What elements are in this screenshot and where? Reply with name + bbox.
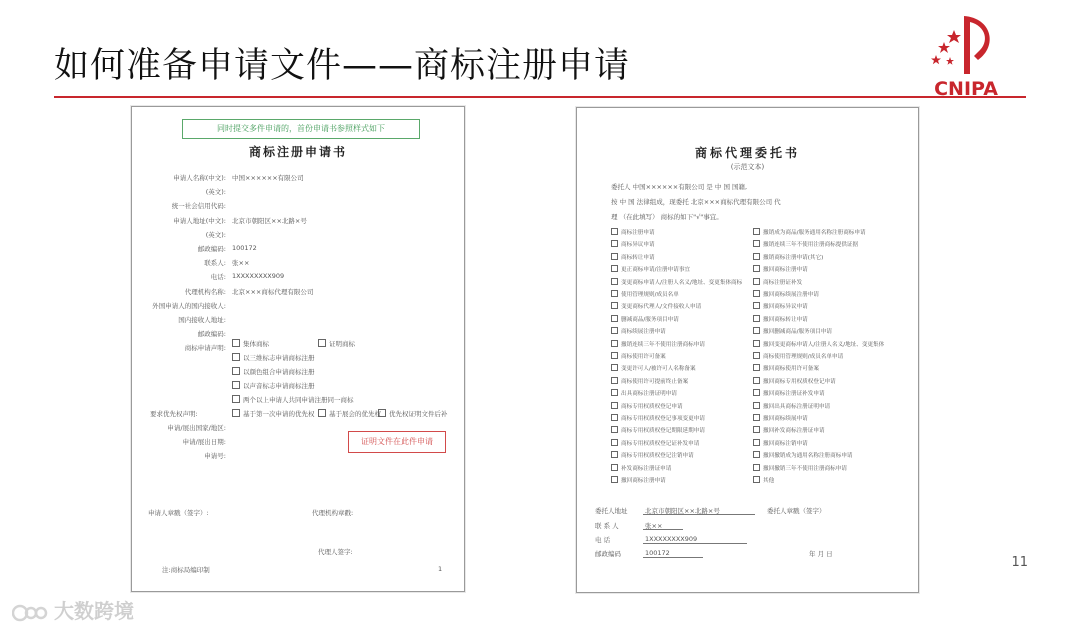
form-row-value: 北京市朝阳区××北路×号	[232, 216, 307, 225]
checkbox-icon[interactable]	[753, 426, 760, 433]
form-footer: 注:商标局编印制	[162, 566, 210, 574]
agency-item-label: 商标转让申请	[621, 254, 655, 261]
agency-item-label: 商标使用许可备案	[621, 354, 666, 360]
agency-item[interactable]	[611, 439, 699, 447]
form-row-label: (英文):	[205, 188, 226, 197]
form-row-value: 100172	[232, 244, 257, 252]
agency-item-label: 撤回商标注册申请	[763, 267, 808, 274]
form-row-label: 电话:	[210, 273, 226, 282]
priority-option-label: 基于展会的优先权	[329, 410, 381, 418]
agency-item-label: 撤回出具商标注册证明申请	[763, 403, 831, 410]
checkbox-icon[interactable]	[232, 395, 240, 403]
form-row-label: 申请号:	[204, 452, 226, 460]
checkbox-icon[interactable]	[318, 409, 326, 417]
checkbox-icon[interactable]	[753, 439, 760, 446]
form-row-label: 商标申请声明:	[184, 344, 226, 353]
form-checkbox-option[interactable]	[232, 339, 269, 348]
agency-item[interactable]	[611, 265, 690, 273]
agency-item[interactable]	[753, 315, 808, 323]
agency-item-label: 撤回撤销成为通用名称注册商标申请	[763, 453, 853, 460]
checkbox-icon[interactable]	[611, 340, 618, 347]
priority-option-label: 基于第一次申请的优先权	[243, 410, 315, 418]
footer-row-1-value: 张××	[645, 522, 663, 530]
agency-item-label: 撤回商标异议申请	[763, 304, 808, 311]
footer-row-0-value: 北京市朝阳区××北路×号	[645, 507, 720, 515]
para-line-1: 委托人 中国××××××有限公司 是 中 国 国籍,	[611, 183, 748, 191]
form-row-label: 联系人:	[204, 259, 226, 268]
form-row-label: 代理机构名称:	[184, 287, 226, 296]
form-row	[132, 187, 464, 197]
agency-item[interactable]	[753, 278, 802, 286]
agency-item[interactable]	[611, 464, 671, 472]
checkbox-icon[interactable]	[753, 451, 760, 458]
agency-item-label: 撤回商标转让申请	[763, 316, 808, 323]
agency-item[interactable]	[753, 426, 825, 434]
agency-item[interactable]	[753, 414, 808, 422]
agency-item[interactable]	[753, 253, 823, 261]
checkbox-icon[interactable]	[232, 367, 240, 375]
checkbox-icon[interactable]	[611, 315, 618, 322]
agency-item-label: 商标专用权质权登记证补发申请	[621, 440, 700, 447]
para-line-3: 理 （在此填写） 商标的如下"√"事宜。	[611, 213, 723, 221]
agency-item[interactable]	[753, 364, 819, 372]
agency-item-label: 删减商品/服务项目申请	[621, 316, 679, 323]
watermark-logo-icon	[12, 604, 48, 622]
para-line-2: 按 中 国 法律组成，现委托 北京×××商标代理有限公司 代	[611, 198, 781, 206]
form-row	[132, 315, 464, 325]
agency-item-label: 出具商标注册证明申请	[621, 391, 677, 398]
checkbox-icon[interactable]	[611, 265, 618, 272]
priority-label: 要求优先权声明:	[150, 410, 198, 418]
agency-item-label: 撤回商标注销申请	[763, 440, 808, 447]
agency-item-label: 撤回补发商标注册证申请	[763, 428, 825, 435]
checkbox-icon[interactable]	[611, 464, 618, 471]
agency-item[interactable]	[753, 451, 853, 459]
red-note: 证明文件在此件申请	[348, 431, 446, 453]
footer-row-0-label: 委托人地址	[595, 507, 628, 515]
checkbox-icon[interactable]	[753, 476, 760, 483]
agency-item[interactable]	[611, 451, 694, 459]
agency-item-label: 更正商标申请/注册申请事宜	[621, 267, 691, 274]
checkbox-icon[interactable]	[611, 439, 618, 446]
checkbox-icon[interactable]	[232, 409, 240, 417]
agency-item-label: 撤回变更商标申请人/注册人名义/地址、变更集体	[763, 341, 885, 348]
checkbox-icon[interactable]	[753, 364, 760, 371]
checkbox-icon[interactable]	[611, 352, 618, 359]
agency-item-label: 撤回商标续展申请	[763, 416, 808, 422]
checkbox-icon[interactable]	[753, 302, 760, 309]
agency-item[interactable]	[611, 414, 705, 422]
agency-item[interactable]	[753, 240, 858, 248]
checkbox-icon[interactable]	[611, 290, 618, 297]
sign-agent: 代理人签字:	[318, 548, 353, 556]
agency-item[interactable]	[753, 340, 884, 348]
agency-item-label: 撤回删减商品/服务项目申请	[763, 329, 833, 336]
agency-item-label: 撤回商标注册证补发申请	[763, 391, 825, 398]
footer-row-3-label: 邮政编码	[595, 550, 621, 558]
cnipa-emblem-icon	[920, 12, 1012, 82]
agency-item[interactable]	[611, 402, 683, 410]
agency-item-label: 变更商标申请人/注册人名义/地址、变更集体商标	[621, 279, 743, 286]
checkbox-icon[interactable]	[753, 315, 760, 322]
seal-label: 委托人章戳（签字）	[767, 507, 826, 515]
checkbox-icon[interactable]	[753, 389, 760, 396]
sign-right: 代理机构章戳:	[312, 509, 354, 517]
form-row-label: (英文):	[205, 230, 226, 239]
agency-item[interactable]	[611, 315, 679, 323]
trademark-application-form	[131, 106, 465, 592]
checkbox-icon[interactable]	[611, 327, 618, 334]
checkbox-icon[interactable]	[318, 339, 326, 347]
form-checkbox-option[interactable]	[232, 367, 315, 376]
form-row-value: 张××	[232, 259, 250, 268]
agency-item[interactable]	[611, 364, 696, 372]
checkbox-icon[interactable]	[232, 381, 240, 389]
agency-item-label: 变更商标代理人/文件接收人申请	[621, 304, 702, 311]
agency-item-label: 撤回商标注册申请	[621, 478, 666, 484]
agency-item[interactable]	[611, 377, 688, 385]
agency-item[interactable]	[611, 278, 742, 286]
agency-item[interactable]	[611, 352, 666, 360]
agency-item-label: 其他	[763, 478, 775, 484]
green-banner: 同时提交多件申请的，首份申请书参照样式如下	[182, 119, 420, 139]
form-row-label: 外国申请人的国内接收人:	[152, 301, 226, 310]
logo-text: CNIPA	[934, 78, 998, 100]
checkbox-icon[interactable]	[753, 464, 760, 471]
agency-item[interactable]	[753, 265, 808, 273]
checkbox-label: 证明商标	[329, 340, 355, 348]
form-row	[132, 230, 464, 240]
checkbox-icon[interactable]	[753, 402, 760, 409]
agency-item-label: 撤销成为商品/服务通用名称注册商标申请	[763, 230, 866, 236]
form-row	[132, 272, 464, 282]
checkbox-icon[interactable]	[753, 352, 760, 359]
agency-item[interactable]	[611, 476, 666, 484]
agency-item-label: 撤回撤销三年不使用注册商标申请	[763, 465, 847, 472]
checkbox-icon[interactable]	[611, 426, 618, 433]
checkbox-label: 集体商标	[243, 340, 269, 348]
agency-item[interactable]	[753, 464, 847, 472]
form-row	[132, 258, 464, 268]
footer-row-1-label: 联 系 人	[595, 522, 619, 530]
letter-subtitle: (示范文本)	[730, 163, 765, 171]
agency-item[interactable]	[753, 476, 774, 484]
agency-item-label: 撤回商标续展注册申请	[763, 292, 819, 298]
form-row	[132, 287, 464, 297]
agency-item[interactable]	[611, 228, 655, 236]
form-row	[132, 201, 464, 211]
form-checkbox-option[interactable]	[318, 339, 355, 348]
agency-item[interactable]	[611, 290, 679, 298]
checkbox-icon[interactable]	[232, 353, 240, 361]
priority-option-label: 优先权证明文件后补	[389, 410, 448, 418]
checkbox-icon[interactable]	[611, 240, 618, 247]
checkbox-label: 两个以上申请人共同申请注册同一商标	[243, 396, 354, 404]
checkbox-icon[interactable]	[611, 414, 618, 421]
form-row-label: 申请/展出国家/地区:	[167, 424, 226, 432]
agency-item[interactable]	[753, 402, 830, 410]
sign-left: 申请人章戳（签字）:	[148, 509, 209, 517]
form-row-label: 邮政编码:	[197, 330, 226, 339]
agency-item-label: 撤回商标专用权质权登记申请	[763, 378, 836, 385]
form-row	[132, 301, 464, 311]
agency-item[interactable]	[753, 290, 819, 298]
agency-item[interactable]	[753, 377, 836, 385]
agency-item-label: 商标专用权质权登记事项变更申请	[621, 416, 705, 422]
agency-item-label: 商标续展注册申请	[621, 329, 666, 336]
title-rule	[54, 96, 1026, 98]
checkbox-icon[interactable]	[753, 340, 760, 347]
checkbox-icon[interactable]	[753, 377, 760, 384]
footer-row-2-value: 1XXXXXXXX909	[645, 535, 698, 543]
checkbox-icon[interactable]	[611, 389, 618, 396]
form-row-label: 申请/展出日期:	[182, 438, 226, 446]
form-row-label: 邮政编码:	[197, 245, 226, 253]
watermark	[12, 595, 134, 624]
slide-title: 如何准备申请文件——商标注册申请	[54, 46, 631, 86]
checkbox-icon[interactable]	[753, 240, 760, 247]
agency-item[interactable]	[753, 439, 808, 447]
form-row-label: 申请人名称(中文):	[173, 174, 226, 182]
agency-item-label: 撤销连续三年不使用注册商标申请	[621, 341, 705, 348]
checkbox-icon[interactable]	[753, 278, 760, 285]
checkbox-icon[interactable]	[753, 327, 760, 334]
checkbox-icon[interactable]	[378, 409, 386, 417]
agency-item-label: 商标使用许可提前终止备案	[621, 378, 689, 385]
agency-item[interactable]	[611, 327, 666, 335]
agency-item-label: 使用管理规则/成员名单	[621, 292, 679, 298]
agency-item-label: 商标使用管理规则/成员名单申请	[763, 354, 844, 360]
agency-item[interactable]	[611, 426, 705, 434]
footer-row-2-label: 电 话	[595, 536, 611, 544]
form-row	[132, 244, 464, 254]
letter-title: 商标代理委托书	[694, 146, 800, 160]
form-row-label: 统一社会信用代码:	[171, 202, 226, 211]
date-label: 年 月 日	[809, 550, 833, 558]
agency-item-label: 商标注册证补发	[763, 279, 803, 286]
agency-item-label: 变更许可人/被许可人名称备案	[621, 366, 696, 373]
priority-option[interactable]	[378, 409, 448, 418]
checkbox-icon[interactable]	[753, 290, 760, 297]
checkbox-label: 以颜色组合申请商标注册	[243, 368, 315, 376]
checkbox-icon[interactable]	[753, 265, 760, 272]
agency-item[interactable]	[611, 389, 677, 397]
checkbox-icon[interactable]	[611, 364, 618, 371]
cnipa-logo	[920, 12, 1012, 100]
agency-item-label: 商标专用权质权登记申请	[621, 403, 683, 410]
checkbox-icon[interactable]	[232, 339, 240, 347]
agency-item[interactable]	[611, 240, 655, 248]
form-row-label: 申请人地址(中文):	[173, 216, 226, 225]
form-row-value: 北京×××商标代理有限公司	[232, 287, 314, 296]
agency-item[interactable]	[611, 253, 655, 261]
form-title: 商标注册申请书	[248, 145, 347, 159]
form-row	[132, 343, 464, 353]
checkbox-icon[interactable]	[611, 476, 618, 483]
checkbox-icon[interactable]	[611, 228, 618, 235]
form-row	[132, 173, 464, 183]
form-checkbox-option[interactable]	[232, 353, 315, 362]
checkbox-icon[interactable]	[611, 253, 618, 260]
agency-item[interactable]	[611, 340, 705, 348]
checkbox-label: 以声音标志申请商标注册	[243, 382, 315, 390]
form-row-label: 国内接收人地址:	[178, 316, 226, 324]
agency-item-label: 撤销商标注册申请(其它)	[763, 254, 824, 261]
agency-item[interactable]	[611, 302, 701, 310]
checkbox-icon[interactable]	[611, 402, 618, 409]
agency-item-label: 商标专用权质权登记注销申请	[621, 453, 694, 460]
checkbox-label: 以三维标志申请商标注册	[243, 354, 315, 362]
form-checkbox-option[interactable]	[232, 381, 315, 390]
agency-item-label: 补发商标注册证申请	[621, 465, 672, 472]
checkbox-icon[interactable]	[753, 414, 760, 421]
form-row-value: 1XXXXXXXX909	[232, 272, 285, 281]
priority-option[interactable]	[232, 409, 315, 418]
agency-item[interactable]	[753, 352, 843, 360]
form-footer-num: 1	[438, 565, 443, 573]
form-row	[132, 216, 464, 226]
checkbox-icon[interactable]	[753, 253, 760, 260]
agency-item-label: 商标异议申请	[621, 242, 655, 249]
checkbox-icon[interactable]	[611, 451, 618, 458]
priority-option[interactable]	[318, 409, 381, 418]
agency-item-label: 商标注册申请	[621, 230, 655, 236]
agency-item[interactable]	[753, 302, 808, 310]
agency-item-label: 撤回商标使用许可备案	[763, 366, 819, 373]
checkbox-icon[interactable]	[611, 302, 618, 309]
form-row-value: 中国××××××有限公司	[232, 174, 304, 182]
checkbox-icon[interactable]	[611, 278, 618, 285]
agency-item-label: 商标专用权质权登记期限延期申请	[621, 428, 705, 435]
watermark-text: 大数跨境	[54, 599, 134, 623]
form-checkbox-option[interactable]	[232, 395, 354, 404]
agency-item[interactable]	[753, 327, 832, 335]
form-row	[132, 329, 464, 339]
footer-row-3-value: 100172	[645, 549, 670, 557]
agency-item[interactable]	[753, 228, 866, 236]
trademark-agency-letter	[576, 107, 919, 593]
page-number: 11	[1011, 555, 1028, 570]
checkbox-icon[interactable]	[611, 377, 618, 384]
checkbox-icon[interactable]	[753, 228, 760, 235]
agency-item[interactable]	[753, 389, 825, 397]
agency-item-label: 撤销连续三年不使用注册商标提供证据	[763, 242, 859, 249]
